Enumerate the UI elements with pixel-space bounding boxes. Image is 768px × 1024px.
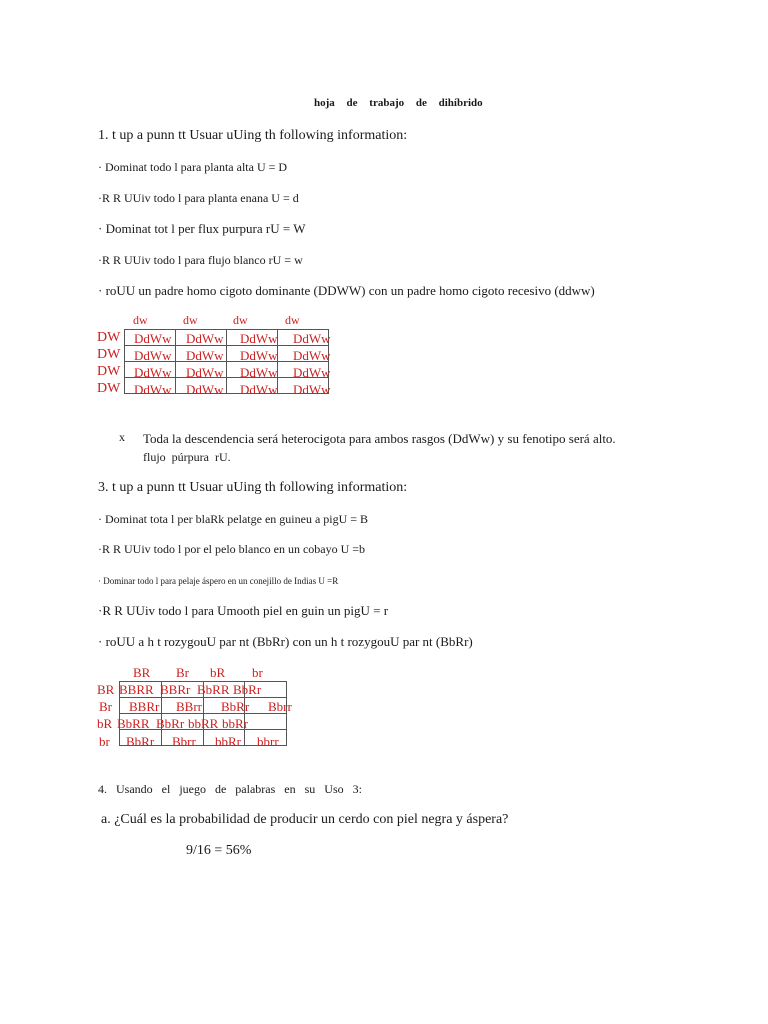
punnett1-cell: DdWw bbox=[293, 331, 331, 346]
punnett3-cell: BBrr bbox=[176, 699, 202, 714]
q3-heading: 3. t up a punn tt Usuar uUing th following information: bbox=[98, 480, 408, 495]
punnett1-cell: DdWw bbox=[134, 365, 172, 380]
punnett1-cell: DdWw bbox=[186, 365, 224, 380]
punnett3-cell: BBRr bbox=[129, 699, 160, 714]
punnett3-cell: BbRR bbox=[117, 716, 150, 731]
punnett3-col-label: bR bbox=[210, 665, 226, 680]
punnett3-row-label: BR bbox=[97, 682, 115, 697]
punnett3-cell: BbRr bbox=[233, 682, 262, 697]
punnett3-cell: BBRr bbox=[160, 682, 191, 697]
q1-answer-line-1: Toda la descendencia será heterocigota para ambos rasgos (DdWw) y su fenotipo será alto. bbox=[143, 431, 616, 446]
punnett3-cell: bbRR bbox=[188, 716, 219, 731]
q3-line-1: · Dominat tota l per blaRk pelatge en guineu a pigU = B bbox=[98, 512, 369, 526]
punnett3-cell: BbRR bbox=[197, 682, 230, 697]
punnett3-col-label: br bbox=[252, 665, 263, 680]
q4-heading: 4. Usando el juego de palabras en su Uso 3: bbox=[98, 782, 362, 796]
punnett3-cell: Bbrr bbox=[268, 699, 292, 714]
q1-line-2: ·R R UUiv todo l para planta enana U = d bbox=[98, 191, 299, 205]
q1-line-1: · Dominat todo l para planta alta U = D bbox=[98, 160, 288, 174]
punnett1-cell: DdWw bbox=[240, 365, 278, 380]
q3-line-4: ·R R UUiv todo l para Umooth piel en guin un pigU = r bbox=[98, 603, 389, 618]
q3-line-3: · Dominar todo l para pelaje áspero en un conejillo de Indias U =R bbox=[98, 576, 339, 586]
punnett3-cell: bbRr bbox=[215, 734, 241, 749]
punnett1-cell: DdWw bbox=[240, 348, 278, 363]
punnett1-cell: DdWw bbox=[134, 348, 172, 363]
page-title: hoja de trabajo de dihíbrido bbox=[314, 97, 483, 109]
punnett3-row-label: bR bbox=[97, 716, 113, 731]
q4-answer-a: 9/16 = 56% bbox=[186, 843, 252, 858]
punnett1-row-label: DW bbox=[97, 364, 121, 379]
punnett1-row-label: DW bbox=[97, 330, 121, 345]
punnett1-cell: DdWw bbox=[134, 331, 172, 346]
punnett3-row-label: br bbox=[99, 734, 110, 749]
punnett1-cell: DdWw bbox=[186, 382, 224, 397]
q1-answer-line-2: flujo púrpura rU. bbox=[143, 450, 231, 464]
punnett1-col-label: dw bbox=[133, 313, 148, 327]
punnett3-cell: BbRr bbox=[221, 699, 250, 714]
q1-line-5: · roUU un padre homo cigoto dominante (DDWW) con un padre homo cigoto recesivo (ddww) bbox=[98, 283, 595, 298]
punnett3-col-label: BR bbox=[133, 665, 151, 680]
answer-bullet: x bbox=[119, 430, 125, 444]
punnett1-cell: DdWw bbox=[186, 331, 224, 346]
punnett3-col-label: Br bbox=[176, 665, 189, 680]
punnett1-cell: DdWw bbox=[293, 365, 331, 380]
punnett3-cell: BbRr bbox=[156, 716, 185, 731]
punnett1-row-label: DW bbox=[97, 381, 121, 396]
q1-line-3: · Dominat tot l per flux purpura rU = W bbox=[98, 221, 306, 236]
q3-line-5: · roUU a h t rozygouU par nt (BbRr) con un h t rozygouU par nt (BbRr) bbox=[98, 634, 473, 649]
q3-line-2: ·R R UUiv todo l por el pelo blanco en un cobayo U =b bbox=[98, 542, 366, 556]
punnett3-cell: bbrr bbox=[257, 734, 279, 749]
punnett1-col-label: dw bbox=[233, 313, 248, 327]
punnett3-cell: bbRr bbox=[222, 716, 248, 731]
punnett1-col-label: dw bbox=[285, 313, 300, 327]
punnett1-cell: DdWw bbox=[240, 382, 278, 397]
punnett3-cell: BBRR bbox=[119, 682, 154, 697]
punnett3-cell: BbRr bbox=[126, 734, 155, 749]
q4-question-a: a. ¿Cuál es la probabilidad de producir un cerdo con piel negra y áspera? bbox=[101, 812, 509, 827]
q1-line-4: ·R R UUiv todo l para flujo blanco rU = w bbox=[98, 253, 303, 267]
punnett3-row-label: Br bbox=[99, 699, 112, 714]
punnett1-cell: DdWw bbox=[134, 382, 172, 397]
punnett1-cell: DdWw bbox=[293, 382, 331, 397]
punnett3-cell: Bbrr bbox=[172, 734, 196, 749]
punnett1-col-label: dw bbox=[183, 313, 198, 327]
punnett1-cell: DdWw bbox=[240, 331, 278, 346]
punnett1-cell: DdWw bbox=[186, 348, 224, 363]
punnett1-cell: DdWw bbox=[293, 348, 331, 363]
punnett1-row-label: DW bbox=[97, 347, 121, 362]
q1-heading: 1. t up a punn tt Usuar uUing th following information: bbox=[98, 128, 408, 143]
